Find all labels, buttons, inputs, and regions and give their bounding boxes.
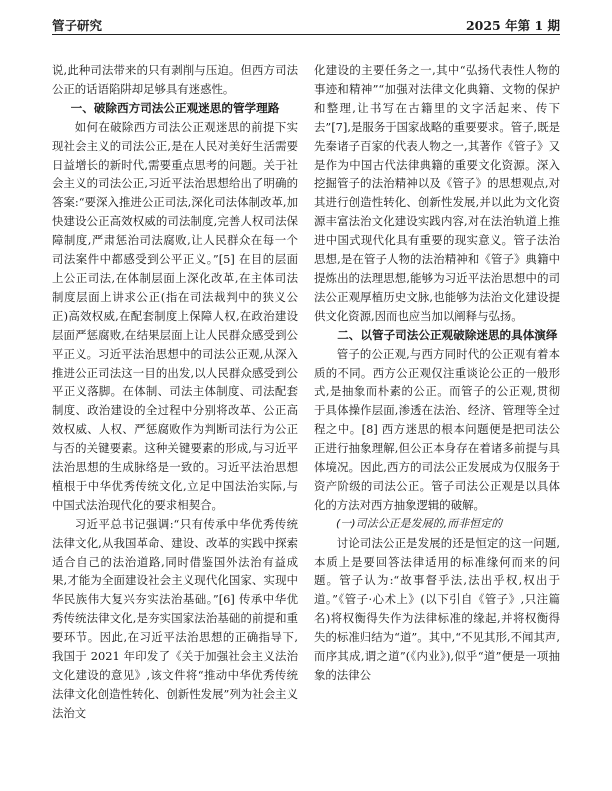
paragraph: 如何在破除西方司法公正观迷思的前提下实现社会主义的司法公正,是在人民对美好生活需要日益增长的新时代,需要重点思考的问题。关于社会主义的司法公正,习近平法治思想给出了明确的答案:“要深入推进公正司法,深化司法体制改革,加快建设公正高效权威的司法制度,完善人权司法保障制度,严肃惩治司法腐败,让人民群众在每一个司法案件中都感受到公平正义。”[5] 在目的层面上公正司法,在体制层面上深化改革,在主体司法制度层面上讲求公正(指在司法裁判中的狭义公正)高效权威,在配套制度上保障人权,在政治建设层面严惩腐败,在结果层面上让人民群众感受到公平正义。习近平法治思想中的司法公正观,从深入推进公正司法这一目的出发,以人民群众感受到公平正义落脚。在体制、司法主体制度、司法配套制度、政治建设的全过程中分别将改革、公正高效权威、人权、严惩腐败作为判断司法行为公正与否的关键要素。这种关键要素的形成,与习近平法治思想的生成脉络是一致的。习近平法治思想植根于中华优秀传统文化,立足中国法治实际,与中国式法治现代化的要求相契合。 <box>52 119 298 512</box>
right-column <box>314 61 560 786</box>
left-column <box>52 61 298 786</box>
subsection-heading: (一)司法公正是发展的,而非恒定的 <box>336 516 503 530</box>
paragraph: 说,此种司法带来的只有剥削与压迫。但西方司法公正的话语陷阱却足够具有迷惑性。 <box>52 63 298 96</box>
paragraph: 习近平总书记强调:“只有传承中华优秀传统法律文化,从我国革命、建设、改革的实践中探索适合自己的法治道路,同时借鉴国外法治有益成果,才能为全面建设社会主义现代化国家、实现中华民族伟大复兴夯实法治基础。”[6] 传承中华优秀传统法律文化,是夯实国家法治基础的前提和重要环节。因此,在习近平法治思想的正确指导下,我国于 2021 年印发了《关于加强社会主义法治文化建设的意见》,该文件将“推动中华优秀传统法律文化创造性转化、创新性发展”列为社会主义法治文 <box>52 516 298 720</box>
page-header <box>52 12 560 35</box>
paragraph: 讨论司法公正是发展的还是恒定的这一问题,本质上是要回答法律适用的标准缘何而来的问题。管子认为:“故事督乎法,法出乎权,权出于道。”《管子·心术上》(以下引自《管子》,只注篇名)将权衡得失作为法律标准的缘起,并将权衡得失的标准归结为“道”。其中,“不见其形,不闻其声,而序其成,谓之道”(《内业》),似乎“道”便是一项抽象的法律公 <box>314 535 560 682</box>
issue-number: 2025 年第 1 期 <box>465 18 560 33</box>
journal-name: 管子研究 <box>52 18 103 33</box>
paragraph: 化建设的主要任务之一,其中“弘扬代表性人物的事迹和精神”“加强对法律文化典籍、文物的保护和整理,让书写在古籍里的文字活起来、传下去”[7],是服务于国家战略的重要要求。管子,既是先秦诸子百家的代表人物之一,其著作《管子》又是作为中国古代法律典籍的重要文化资源。深入挖掘管子的法治精神以及《管子》的思想观点,对其进行创造性转化、创新性发展,并以此为文化资源丰富法治文化建设实践内容,对在法治轨道上推进中国式现代化具有重要的现实意义。管子法治思想,是在管子人物的法治精神和《管子》典籍中提炼出的法理思想,能够为习近平法治思想中的司法公正观厚植历史文脉,也能够为法治文化建设提供文化资源,因而也应当加以阐释与弘扬。 <box>314 63 560 323</box>
section-heading: 一、破除西方司法公正观迷思的管学理路 <box>70 100 280 115</box>
paragraph: 管子的公正观,与西方同时代的公正观有着本质的不同。西方公正观仅注重谈论公正的一般形式,是抽象而朴素的公正。而管子的公正观,贯彻于具体操作层面,渗透在法治、经济、管理等全过程之中。[8] 西方迷思的根本问题便是把司法公正进行抽象理解,但公正本身存在着诸多前提与具体境况。因此,西方的司法公正发展成为仅服务于资产阶级的司法公正。管子司法公正观是以具体化的方法对西方抽象逻辑的破解。 <box>314 346 560 512</box>
section-heading: 二、以管子司法公正观破除迷思的具体演绎 <box>337 327 558 342</box>
